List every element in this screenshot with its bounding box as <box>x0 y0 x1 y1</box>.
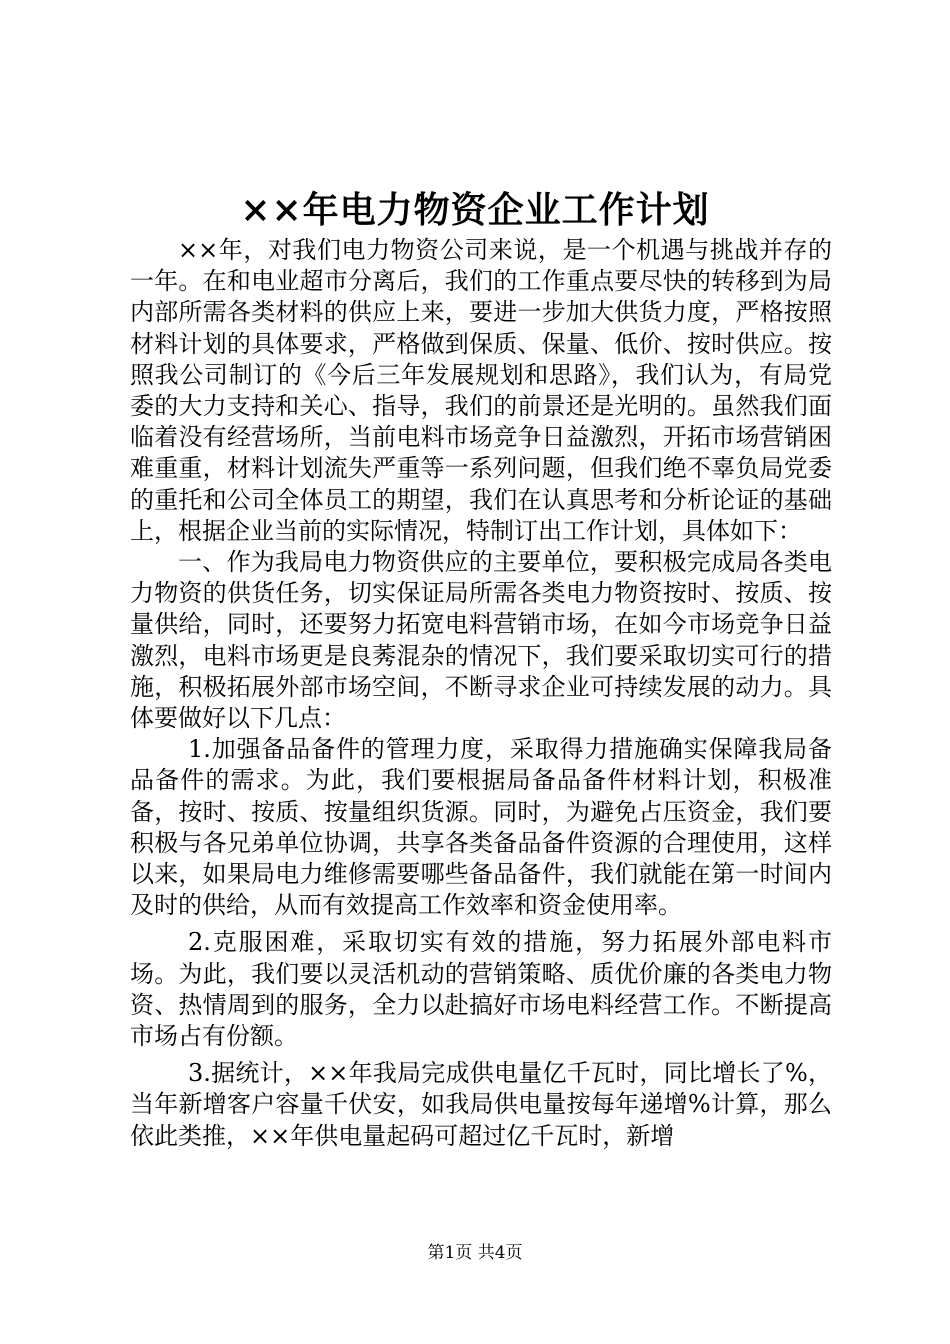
item-one-paragraph: 1.加强备品备件的管理力度，采取得力措施确实保障我局备品备件的需求。为此，我们要根据局备品备件材料计划，积极准备，按时、按质、按量组织货源。同时，为避免占压资金，我们要积极与各兄弟单位协调，共享各类备品备件资源的合理使用，这样以来，如果局电力维修需要哪些备品备件，我们就能在第一时间内及时的供给，从而有效提高工作效率和资金使用率。 <box>130 735 832 920</box>
intro-paragraph: ××年，对我们电力物资公司来说，是一个机遇与挑战并存的一年。在和电业超市分离后，我们的工作重点要尽快的转移到为局内部所需各类材料的供应上来，要进一步加大供货力度，严格按照材料计划的具体要求，严格做到保质、保量、低价、按时供应。按照我公司制订的《今后三年发展规划和思路》，我们认为，有局党委的大力支持和关心、指导，我们的前景还是光明的。虽然我们面临着没有经营场所，当前电料市场竞争日益激烈，开拓市场营销困难重重，材料计划流失严重等一系列问题，但我们绝不辜负局党委的重托和公司全体员工的期望，我们在认真思考和分析论证的基础上，根据企业当前的实际情况，特制订出工作计划，具体如下： <box>130 236 832 545</box>
item-three-paragraph: 3.据统计，××年我局完成供电量亿千瓦时，同比增长了%，当年新增客户容量千伏安，如我局供电量按每年递增%计算，那么依此类推，××年供电量起码可超过亿千瓦时，新增 <box>130 1059 832 1150</box>
document-title: ××年电力物资企业工作计划 <box>240 189 710 231</box>
document-body <box>130 235 832 1152</box>
item-two-paragraph: 2.克服困难，采取切实有效的措施，努力拓展外部电料市场。为此，我们要以灵活机动的营销策略、质优价廉的各类电力物资、热情周到的服务，全力以赴搞好市场电料经营工作。不断提高市场占有份额。 <box>130 928 832 1051</box>
section-one-paragraph: 一、作为我局电力物资供应的主要单位，要积极完成局各类电力物资的供货任务，切实保证局所需各类电力物资按时、按质、按量供给，同时，还要努力拓宽电料营销市场，在如今市场竞争日益激烈，电料市场更是良莠混杂的情况下，我们要采取切实可行的措施，积极拓展外部市场空间，不断寻求企业可持续发展的动力。具体要做好以下几点： <box>130 548 832 733</box>
page-number-footer: 第1页 共4页 <box>427 1243 523 1263</box>
